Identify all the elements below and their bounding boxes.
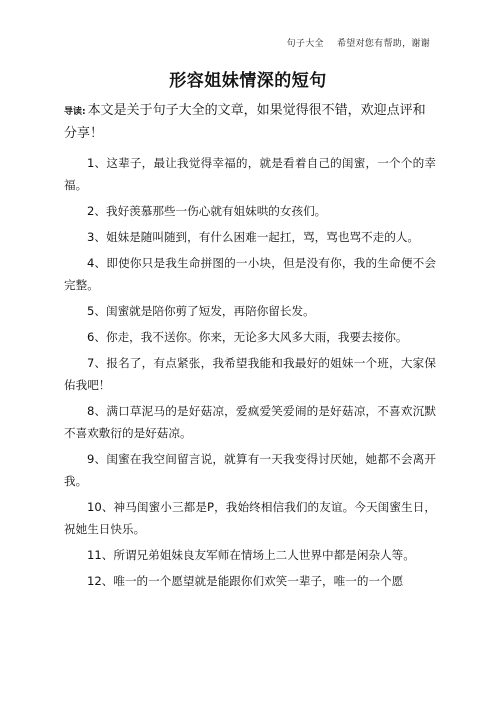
paragraph: 1、这辈子，最让我觉得幸福的，就是看着自己的闺蜜，一个个的幸福。 (64, 156, 436, 192)
paragraph: 7、报名了，有点紧张，我希望我能和我最好的姐妹一个班，大家保佑我吧！ (64, 356, 436, 392)
paragraph: 2、我好羡慕那些一伤心就有姐妹哄的女孩们。 (87, 204, 327, 218)
header-site-name: 句子大全 (286, 39, 324, 49)
paragraph: 11、所谓兄弟姐妹良友军师在情场上二人世界中都是闲杂人等。 (87, 548, 415, 562)
paragraph: 4、即使你只是我生命拼图的一小块，但是没有你，我的生命便不会完整。 (64, 256, 436, 292)
paragraph: 8、满口草泥马的是好菇凉，爱疯爱笑爱闹的是好菇凉，不喜欢沉默不喜欢敷衍的是好菇凉。 (64, 404, 436, 440)
document-body (64, 152, 436, 596)
paragraph: 5、闺蜜就是陪你剪了短发，再陪你留长发。 (87, 304, 315, 318)
header-thanks-text: 希望对您有帮助，谢谢 (336, 39, 430, 49)
page-header-note (287, 36, 430, 49)
paragraph: 6、你走，我不送你。你来，无论多大风多大雨，我要去接你。 (87, 330, 408, 344)
intro-label: 导读: (64, 107, 86, 117)
paragraph: 3、姐妹是随叫随到，有什么困难一起扛，骂，骂也骂不走的人。 (87, 230, 420, 244)
intro-block (64, 100, 436, 144)
document-title: 形容姐妹情深的短句 (169, 71, 327, 91)
paragraph: 10、神马闺蜜小三都是P，我始终相信我们的友谊。今天闺蜜生日，祝她生日快乐。 (64, 500, 436, 536)
intro-text: 本文是关于句子大全的文章，如果觉得很不错，欢迎点评和分享！ (64, 103, 426, 141)
paragraph: 12、唯一的一个愿望就是能跟你们欢笑一辈子，唯一的一个愿 (87, 574, 404, 588)
paragraph: 9、闺蜜在我空间留言说，就算有一天我变得讨厌她，她都不会离开我。 (64, 452, 436, 488)
